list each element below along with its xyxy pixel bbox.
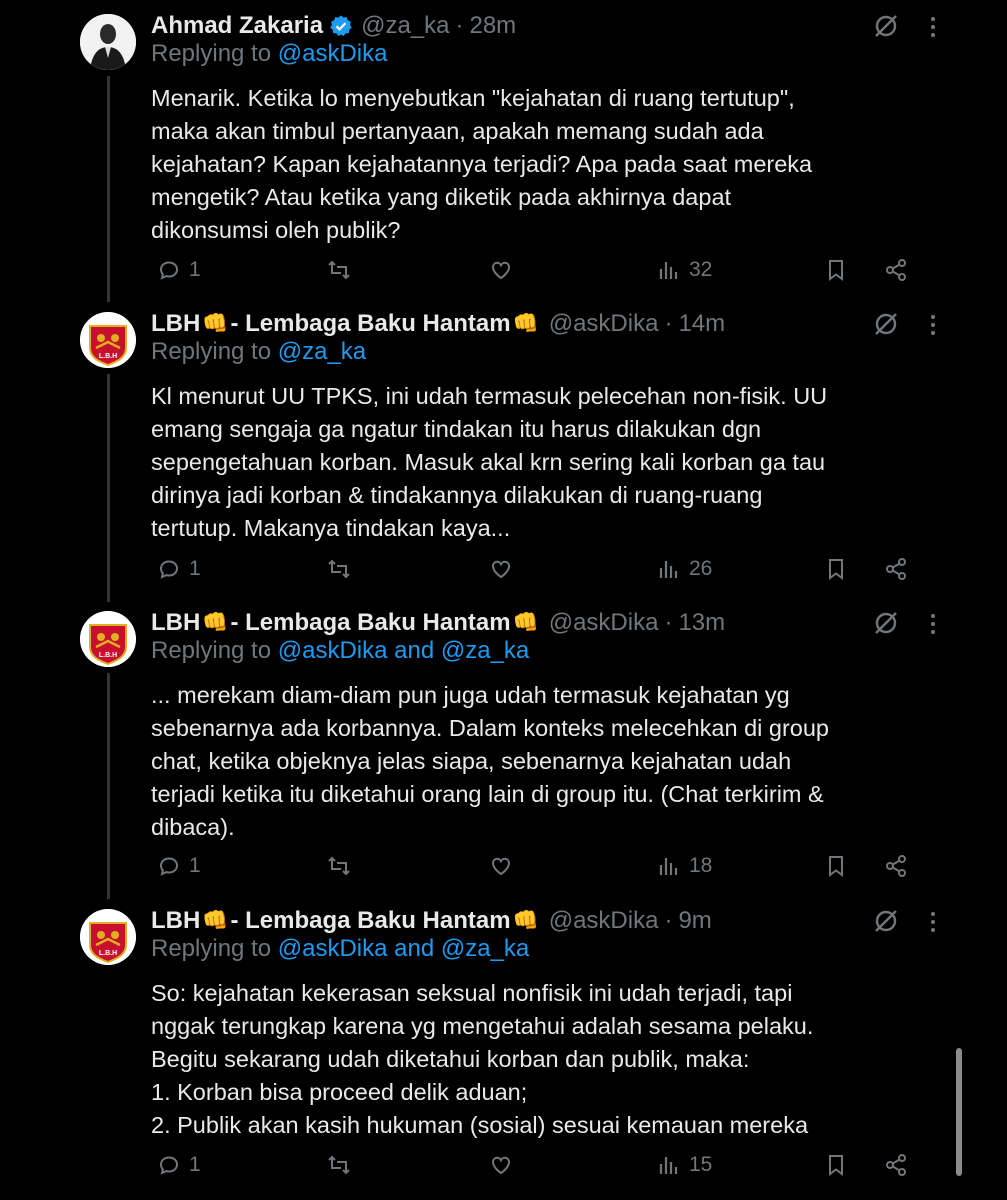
views-icon: [657, 557, 681, 581]
tweet-text-line: dirinya jadi korban & tindakannya dilakukan di ruang-ruang: [151, 482, 763, 508]
tweet-time[interactable]: 9m: [678, 907, 712, 934]
tweet-text-line: maka akan timbul pertanyaan, apakah memang sudah ada: [151, 118, 764, 144]
views-button[interactable]: [657, 557, 712, 581]
fist-emoji: 👊: [202, 312, 229, 335]
replying-label: Replying to: [151, 935, 272, 962]
reply-count: 1: [189, 854, 201, 877]
like-icon: [489, 557, 513, 581]
tweet-actions: [0, 258, 1007, 288]
tweet-time[interactable]: 13m: [678, 609, 726, 636]
tweet-text-line: So: kejahatan kekerasan seksual nonfisik ini udah terjadi, tapi: [151, 980, 793, 1006]
tweet-text-line: chat, ketika objeknya jelas siapa, sebenarnya kejahatan udah: [151, 748, 792, 774]
tweet-text: [151, 82, 931, 247]
person-avatar-icon: [80, 14, 136, 70]
more-icon[interactable]: [926, 909, 940, 935]
lbh-logo-icon: [80, 611, 136, 667]
tweet-header: [151, 8, 516, 44]
fist-emoji: 👊: [512, 611, 539, 634]
replying-label: Replying to: [151, 637, 272, 664]
separator-dot: ·: [455, 12, 464, 39]
view-count: 18: [689, 854, 713, 877]
author-name-rest[interactable]: - Lembaga Baku Hantam: [230, 609, 511, 636]
views-icon: [657, 258, 681, 282]
author-name[interactable]: LBH: [151, 310, 201, 337]
more-icon[interactable]: [926, 14, 940, 40]
bookmark-icon: [824, 557, 848, 581]
share-icon: [884, 557, 908, 581]
avatar-ahmad-zakaria[interactable]: [80, 14, 136, 70]
lbh-logo-icon: [80, 312, 136, 368]
replying-label: Replying to: [151, 40, 272, 67]
retweet-icon: [327, 1153, 351, 1177]
mention-link[interactable]: @askDika: [277, 935, 388, 962]
grok-icon[interactable]: [872, 12, 900, 40]
replying-joiner: and: [394, 637, 435, 664]
tweet-text-line: Kl menurut UU TPKS, ini udah termasuk pelecehan non-fisik. UU: [151, 383, 828, 409]
bookmark-button[interactable]: [824, 1153, 848, 1177]
reply-icon: [157, 854, 181, 878]
tweet-text-line: ... merekam diam-diam pun juga udah termasuk kejahatan yg: [151, 682, 790, 708]
tweet-time[interactable]: 14m: [678, 310, 726, 337]
tweet-text-line: dibaca).: [151, 814, 235, 840]
share-button[interactable]: [884, 854, 908, 878]
tweet-text-line: 2. Publik akan kasih hukuman (sosial) sesuai kemauan mereka: [151, 1112, 809, 1138]
fist-emoji: 👊: [202, 611, 229, 634]
author-name-rest[interactable]: - Lembaga Baku Hantam: [230, 907, 511, 934]
view-count: 15: [689, 1153, 713, 1176]
replying-to: [151, 637, 529, 665]
author-handle[interactable]: @za_ka: [361, 12, 450, 39]
tweet-header: [151, 903, 712, 939]
tweet-text-line: sebenarnya ada korbannya. Dalam konteks melecehkan di group: [151, 715, 830, 741]
lbh-logo-text: L.B.H: [98, 353, 118, 360]
reply-icon: [157, 1153, 181, 1177]
avatar-lbh[interactable]: [80, 611, 136, 667]
reply-icon: [157, 557, 181, 581]
reply-count: 1: [189, 1153, 201, 1176]
reply-button[interactable]: [157, 557, 201, 581]
author-name[interactable]: LBH: [151, 907, 201, 934]
mention-link[interactable]: @za_ka: [277, 338, 367, 365]
mention-link[interactable]: @askDika: [277, 40, 388, 67]
replying-to: [151, 338, 366, 366]
replying-to: [151, 935, 529, 963]
tweet-text: [151, 977, 931, 1142]
share-icon: [884, 854, 908, 878]
views-button[interactable]: [657, 1153, 712, 1177]
author-name-rest[interactable]: - Lembaga Baku Hantam: [230, 310, 511, 337]
retweet-icon: [327, 854, 351, 878]
retweet-button[interactable]: [327, 1153, 351, 1177]
replying-label: Replying to: [151, 338, 272, 365]
like-button[interactable]: [489, 854, 513, 878]
fist-emoji: 👊: [512, 909, 539, 932]
author-name[interactable]: Ahmad Zakaria: [151, 12, 324, 39]
grok-icon[interactable]: [872, 609, 900, 637]
avatar-lbh[interactable]: [80, 312, 136, 368]
author-handle[interactable]: @askDika: [548, 310, 659, 337]
reply-icon: [157, 258, 181, 282]
reply-button[interactable]: [157, 1153, 201, 1177]
tweet-actions: [0, 557, 1007, 587]
tweet-text: [151, 679, 931, 844]
author-handle[interactable]: @askDika: [548, 609, 659, 636]
fist-emoji: 👊: [512, 312, 539, 335]
replying-joiner: and: [394, 935, 435, 962]
retweet-icon: [327, 557, 351, 581]
views-icon: [657, 1153, 681, 1177]
reply-button[interactable]: [157, 854, 201, 878]
tweet-text-line: kejahatan? Kapan kejahatannya terjadi? Apa pada saat mereka: [151, 151, 813, 177]
views-icon: [657, 854, 681, 878]
share-button[interactable]: [884, 258, 908, 282]
mention-link[interactable]: @za_ka: [440, 935, 530, 962]
separator-dot: ·: [664, 609, 673, 636]
grok-icon[interactable]: [872, 907, 900, 935]
tweet-actions: [0, 1153, 1007, 1183]
more-icon[interactable]: [926, 312, 940, 338]
lbh-logo-text: L.B.H: [98, 950, 118, 957]
tweet-time[interactable]: 28m: [469, 12, 517, 39]
reply-count: 1: [189, 557, 201, 580]
verified-badge-icon: [329, 14, 353, 38]
view-count: 32: [689, 258, 713, 281]
share-button[interactable]: [884, 557, 908, 581]
bookmark-icon: [824, 1153, 848, 1177]
retweet-button[interactable]: [327, 557, 351, 581]
grok-icon[interactable]: [872, 310, 900, 338]
tweet-text-line: terjadi ketika itu diketahui orang lain di group itu. (Chat terkirim &: [151, 781, 824, 807]
fist-emoji: 👊: [202, 909, 229, 932]
share-icon: [884, 1153, 908, 1177]
tweet-text-line: nggak terungkap karena yg mengetahui adalah sesama pelaku.: [151, 1013, 814, 1039]
avatar-lbh[interactable]: [80, 909, 136, 965]
like-button[interactable]: [489, 1153, 513, 1177]
mention-link[interactable]: @za_ka: [440, 637, 530, 664]
retweet-button[interactable]: [327, 854, 351, 878]
lbh-logo-icon: [80, 909, 136, 965]
tweet-header: [151, 605, 725, 641]
views-button[interactable]: [657, 258, 712, 282]
like-icon: [489, 1153, 513, 1177]
author-handle[interactable]: @askDika: [548, 907, 659, 934]
view-count: 26: [689, 557, 713, 580]
bookmark-button[interactable]: [824, 854, 848, 878]
reply-button[interactable]: [157, 258, 201, 282]
reply-count: 1: [189, 258, 201, 281]
bookmark-button[interactable]: [824, 557, 848, 581]
mention-link[interactable]: @askDika: [277, 637, 388, 664]
separator-dot: ·: [664, 310, 673, 337]
retweet-button[interactable]: [327, 258, 351, 282]
tweet-text-line: Menarik. Ketika lo menyebutkan "kejahatan di ruang tertutup",: [151, 85, 795, 111]
tweet-text-line: sepengetahuan korban. Masuk akal krn sering kali korban ga tau: [151, 449, 826, 475]
author-name[interactable]: LBH: [151, 609, 201, 636]
tweet-actions: [0, 854, 1007, 884]
replying-to: [151, 40, 387, 68]
like-icon: [489, 854, 513, 878]
like-button[interactable]: [489, 557, 513, 581]
scrollbar-thumb[interactable]: [956, 1048, 962, 1176]
tweet-text-line: Begitu sekarang udah diketahui korban dan publik, maka:: [151, 1046, 750, 1072]
tweet-text-line: dikonsumsi oleh publik?: [151, 217, 401, 243]
like-icon: [489, 258, 513, 282]
bookmark-icon: [824, 854, 848, 878]
tweet-text-line: emang sengaja ga ngatur tindakan itu harus dilakukan dgn: [151, 416, 762, 442]
lbh-logo-text: L.B.H: [98, 652, 118, 659]
bookmark-button[interactable]: [824, 258, 848, 282]
tweet-text-line: 1. Korban bisa proceed delik aduan;: [151, 1079, 528, 1105]
tweet-header: [151, 306, 725, 342]
bookmark-icon: [824, 258, 848, 282]
retweet-icon: [327, 258, 351, 282]
tweet-text: [151, 380, 931, 545]
tweet-text-line: tertutup. Makanya tindakan kaya...: [151, 515, 511, 541]
share-button[interactable]: [884, 1153, 908, 1177]
more-icon[interactable]: [926, 611, 940, 637]
tweet-text-line: mengetik? Atau ketika yang diketik pada akhirnya dapat: [151, 184, 732, 210]
share-icon: [884, 258, 908, 282]
views-button[interactable]: [657, 854, 712, 878]
separator-dot: ·: [664, 907, 673, 934]
like-button[interactable]: [489, 258, 513, 282]
